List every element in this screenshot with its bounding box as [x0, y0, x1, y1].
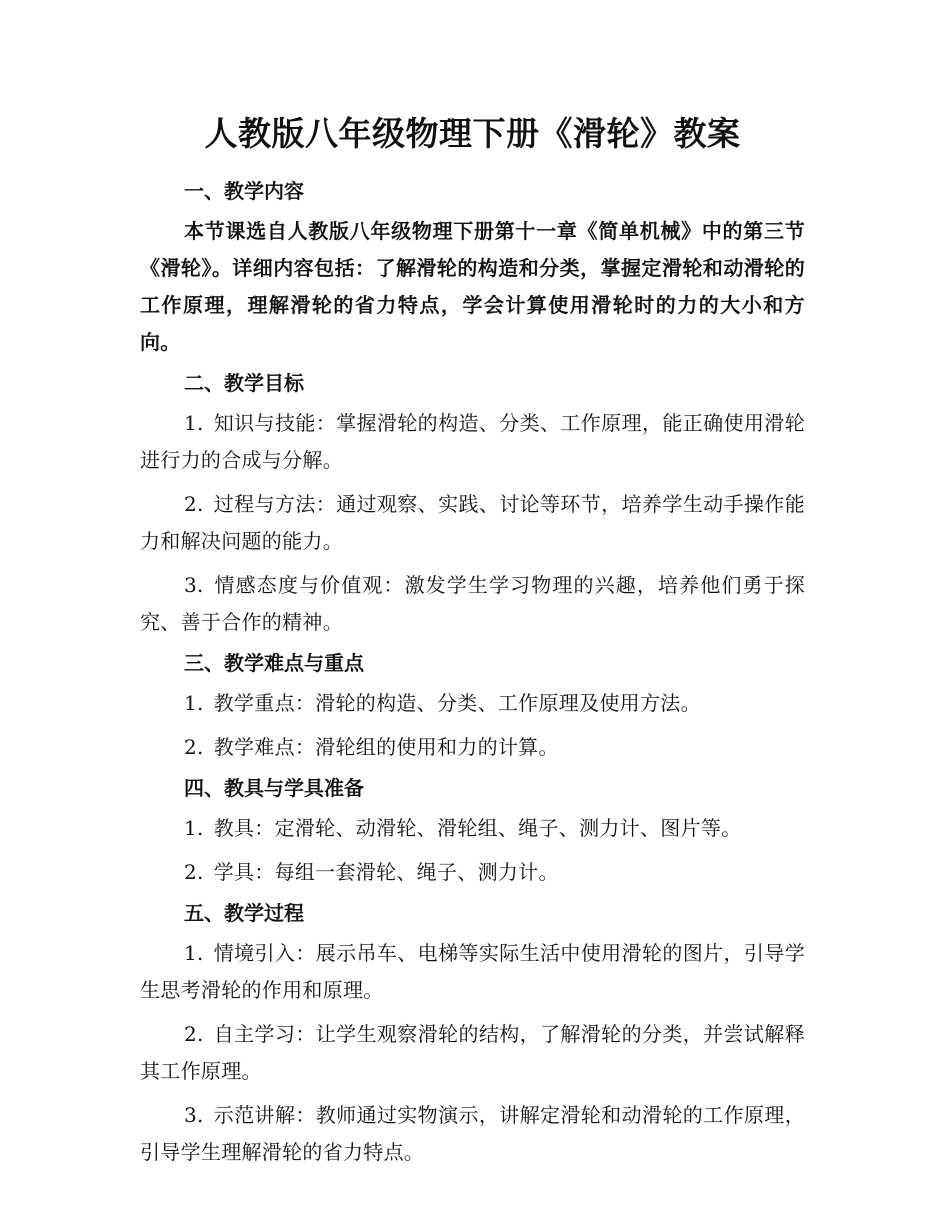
- item-text: 自主学习：让学生观察滑轮的结构，了解滑轮的分类，并尝试解释其工作原理。: [140, 1022, 805, 1083]
- list-item: [140, 1097, 805, 1171]
- item-text: 教学难点：滑轮组的使用和力的计算。: [213, 735, 559, 759]
- item-text: 情境引入：展示吊车、电梯等实际生活中使用滑轮的图片，引导学生思考滑轮的作用和原理。: [140, 941, 805, 1002]
- item-number: 2.: [184, 1022, 204, 1046]
- list-item: [140, 935, 805, 1009]
- item-text: 示范讲解：教师通过实物演示，讲解定滑轮和动滑轮的工作原理，引导学生理解滑轮的省力特点。: [140, 1103, 805, 1164]
- section-heading: 四、教具与学具准备: [184, 776, 364, 800]
- section-teaching-content: [140, 176, 805, 361]
- section-teaching-aids: [140, 773, 805, 891]
- section-heading: 一、教学内容: [184, 179, 304, 203]
- item-text: 知识与技能：掌握滑轮的构造、分类、工作原理，能正确使用滑轮进行力的合成与分解。: [140, 411, 805, 472]
- item-number: 1.: [184, 941, 204, 965]
- section-difficulties-and-key-points: [140, 648, 805, 766]
- list-item: [140, 810, 805, 847]
- item-text: 学具：每组一套滑轮、绳子、测力计。: [213, 860, 559, 884]
- list-item: [140, 405, 805, 479]
- list-item: [140, 854, 805, 891]
- section-heading: 二、教学目标: [184, 371, 304, 395]
- item-text: 教具：定滑轮、动滑轮、滑轮组、绳子、测力计、图片等。: [213, 816, 742, 840]
- item-number: 2.: [184, 492, 204, 516]
- item-number: 3.: [184, 573, 204, 597]
- list-item: [140, 685, 805, 722]
- section-heading: 五、教学过程: [184, 901, 304, 925]
- section-teaching-goals: [140, 368, 805, 641]
- document-page: [140, 108, 805, 1178]
- item-number: 2.: [184, 860, 204, 884]
- document-title: 人教版八年级物理下册《滑轮》教案: [204, 114, 741, 153]
- paragraph-text: 本节课选自人教版八年级物理下册第十一章《简单机械》中的第三节《滑轮》。详细内容包括：了解滑轮的构造和分类，掌握定滑轮和动滑轮的工作原理，理解滑轮的省力特点，学会计算使用滑轮时的力的大小和方向。: [140, 219, 805, 354]
- item-number: 1.: [184, 691, 204, 715]
- section-paragraph: [140, 213, 805, 361]
- item-text: 过程与方法：通过观察、实践、讨论等环节，培养学生动手操作能力和解决问题的能力。: [140, 492, 805, 553]
- list-item: [140, 486, 805, 560]
- section-teaching-process: [140, 898, 805, 1171]
- item-text: 教学重点：滑轮的构造、分类、工作原理及使用方法。: [213, 691, 701, 715]
- list-item: [140, 567, 805, 641]
- list-item: [140, 729, 805, 766]
- item-number: 2.: [184, 735, 204, 759]
- item-number: 1.: [184, 816, 204, 840]
- item-number: 3.: [184, 1103, 204, 1127]
- section-heading: 三、教学难点与重点: [184, 651, 364, 675]
- item-text: 情感态度与价值观：激发学生学习物理的兴趣，培养他们勇于探究、善于合作的精神。: [140, 573, 805, 634]
- item-number: 1.: [184, 411, 204, 435]
- list-item: [140, 1016, 805, 1090]
